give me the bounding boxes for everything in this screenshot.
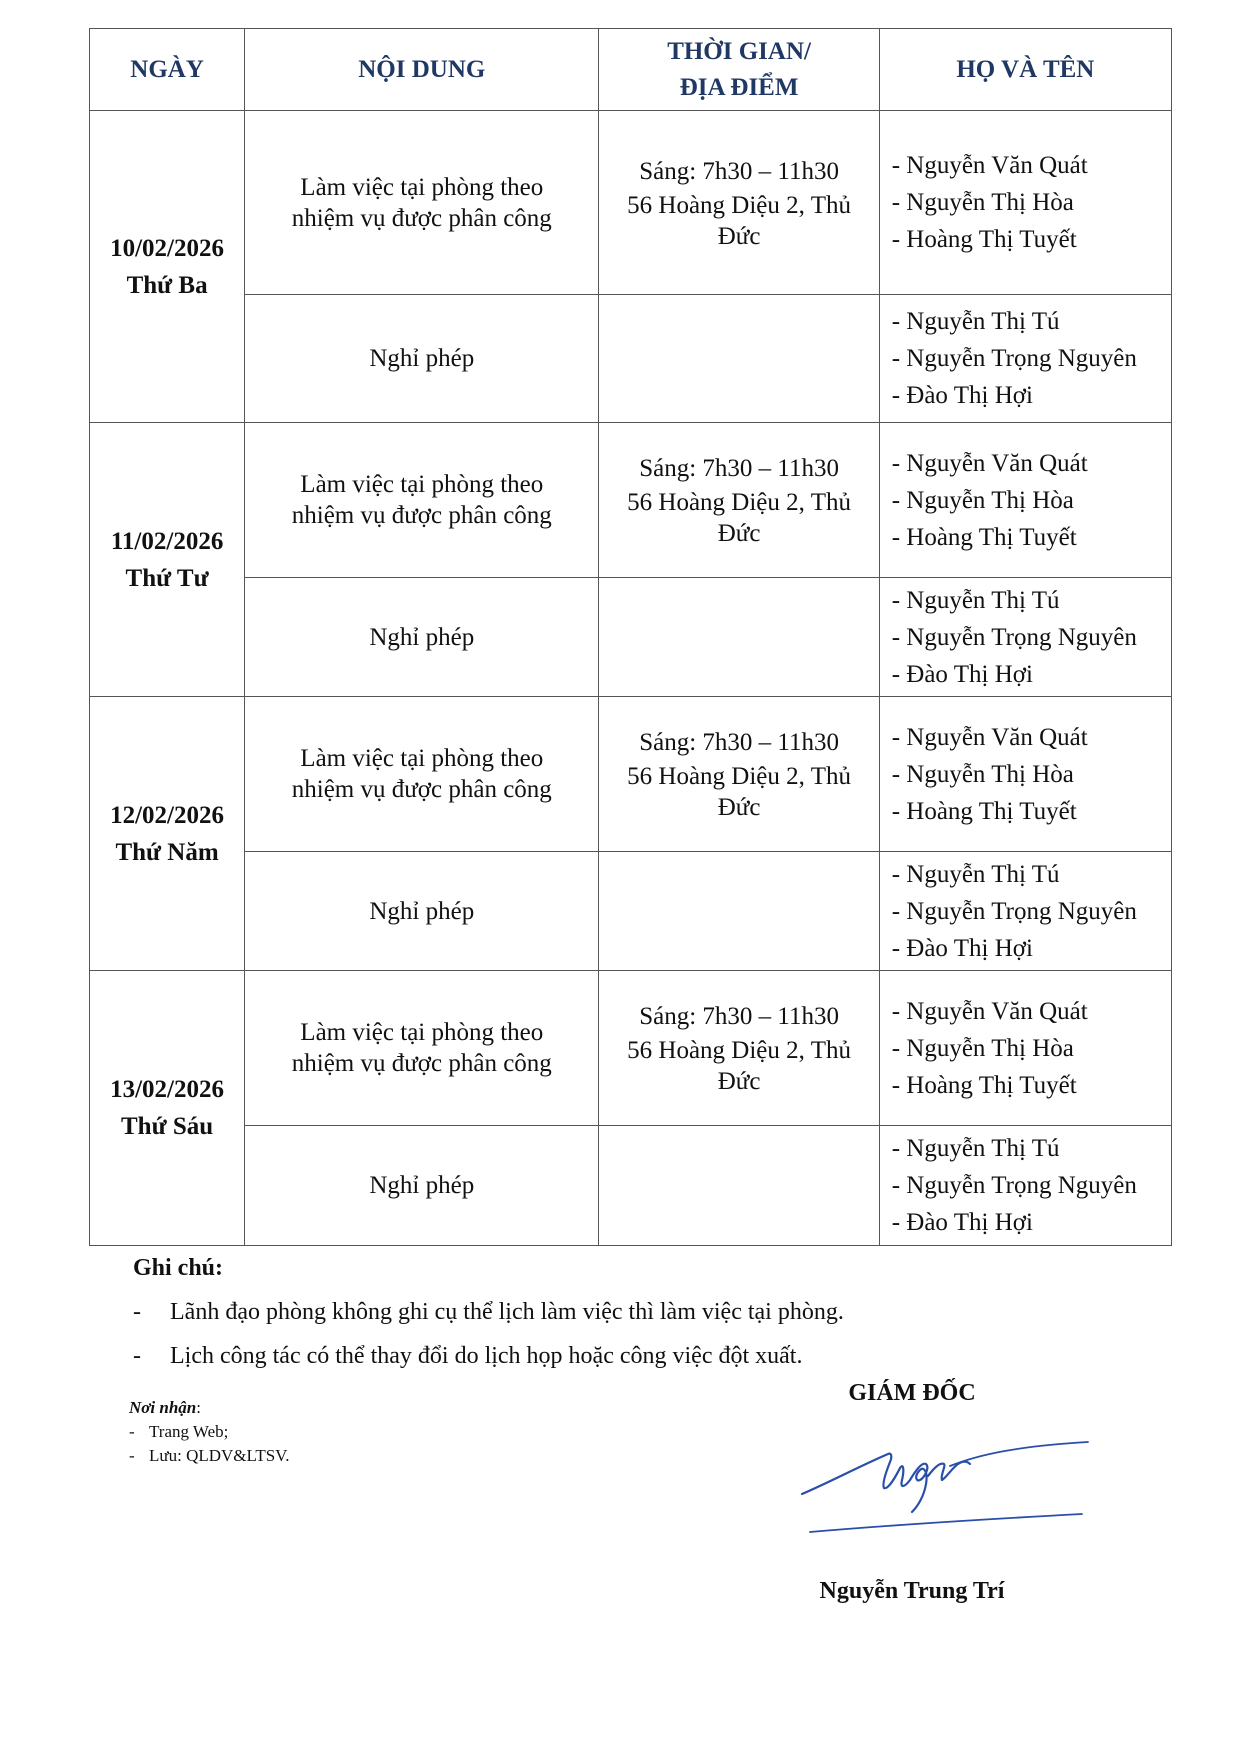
place-line: Đức [717, 222, 761, 250]
date-value: 13/02/2026 [110, 1076, 225, 1103]
notes-title: Ghi chú: [133, 1255, 224, 1281]
date-cell [90, 697, 245, 971]
content-cell [245, 1126, 599, 1246]
content-line: nhiệm vụ được phân công [291, 1050, 552, 1077]
names-cell [879, 852, 1171, 971]
recipients-colon: : [196, 1398, 201, 1417]
time-place-cell [599, 295, 879, 423]
content-cell [245, 971, 599, 1126]
content-line: Nghỉ phép [369, 1172, 475, 1199]
table-row [90, 852, 1172, 971]
time-value: Sáng: 7h30 – 11h30 [639, 1003, 839, 1030]
person-name: - Nguyễn Thị Tú [891, 586, 1060, 614]
note-item [133, 1340, 1133, 1384]
time-place-cell [599, 852, 879, 971]
content-line: Nghỉ phép [369, 345, 475, 372]
content-line: Làm việc tại phòng theo [300, 1019, 544, 1046]
time-place-cell [599, 111, 879, 295]
content-line: Làm việc tại phòng theo [300, 471, 544, 498]
person-name: - Đào Thị Hợi [891, 1209, 1033, 1236]
recipient-text: Lưu: QLDV&LTSV. [149, 1446, 290, 1465]
names-cell [879, 111, 1171, 295]
signature-stroke [950, 1442, 1088, 1466]
signature-image [800, 1432, 1090, 1544]
person-name: - Hoàng Thị Tuyết [891, 523, 1077, 551]
recipient-text: Trang Web; [149, 1422, 229, 1441]
table-row [90, 971, 1172, 1126]
weekday-value: Thứ Sáu [121, 1113, 214, 1140]
names-cell [879, 578, 1171, 697]
person-name: - Nguyễn Thị Hòa [891, 760, 1074, 788]
header-row [90, 29, 1172, 111]
time-value: Sáng: 7h30 – 11h30 [639, 729, 839, 756]
table-row [90, 1126, 1172, 1246]
time-place-cell [599, 1126, 879, 1246]
person-name: - Đào Thị Hợi [891, 934, 1033, 962]
content-cell [245, 423, 599, 578]
person-name: - Nguyễn Thị Hòa [891, 189, 1074, 216]
content-cell [245, 295, 599, 423]
person-name: - Nguyễn Trọng Nguyên [891, 345, 1137, 372]
date-value: 12/02/2026 [110, 801, 225, 829]
recipient-item [129, 1444, 290, 1468]
time-place-cell [599, 578, 879, 697]
table-row [90, 578, 1172, 697]
date-cell [90, 971, 245, 1246]
content-line: nhiệm vụ được phân công [291, 502, 552, 529]
person-name: - Nguyễn Văn Quát [891, 152, 1088, 179]
date-value: 11/02/2026 [110, 527, 224, 555]
content-cell [245, 578, 599, 697]
person-name: - Nguyễn Trọng Nguyên [891, 623, 1137, 651]
header-content: NỘI DUNG [245, 29, 599, 111]
header-date: NGÀY [90, 29, 245, 111]
place-line: 56 Hoàng Diệu 2, Thủ [627, 191, 851, 219]
person-name: - Đào Thị Hợi [891, 382, 1033, 409]
date-cell [90, 423, 245, 697]
names-cell [879, 295, 1171, 423]
person-name: - Nguyễn Văn Quát [891, 997, 1088, 1025]
person-name: - Nguyễn Trọng Nguyên [891, 897, 1137, 925]
content-cell [245, 111, 599, 295]
signature-stroke [810, 1514, 1082, 1532]
person-name: - Hoàng Thị Tuyết [891, 1071, 1077, 1099]
header-time-line1: THỜI GIAN/ [667, 37, 811, 65]
person-name: - Nguyễn Thị Tú [891, 1135, 1060, 1162]
content-line: nhiệm vụ được phân công [291, 776, 552, 803]
content-line: nhiệm vụ được phân công [291, 204, 552, 232]
weekday-value: Thứ Ba [126, 271, 208, 299]
note-dash: - [133, 1343, 141, 1369]
place-line: Đức [717, 1068, 761, 1095]
person-name: - Hoàng Thị Tuyết [891, 797, 1077, 825]
person-name: - Nguyễn Văn Quát [891, 723, 1088, 751]
signature-stroke [928, 1462, 970, 1480]
place-line: 56 Hoàng Diệu 2, Thủ [627, 489, 851, 516]
time-value: Sáng: 7h30 – 11h30 [639, 455, 839, 482]
content-cell [245, 852, 599, 971]
content-line: Nghỉ phép [369, 897, 475, 925]
recipient-dash: - [129, 1446, 135, 1465]
weekday-value: Thứ Tư [125, 564, 209, 592]
recipient-dash: - [129, 1422, 135, 1441]
notes-section [133, 1252, 1133, 1384]
time-place-cell [599, 971, 879, 1126]
person-name: - Nguyễn Thị Tú [891, 308, 1060, 335]
note-item [133, 1296, 1133, 1340]
note-dash: - [133, 1299, 141, 1325]
content-cell [245, 697, 599, 852]
place-line: 56 Hoàng Diệu 2, Thủ [627, 1037, 851, 1064]
person-name: - Nguyễn Trọng Nguyên [891, 1172, 1137, 1199]
person-name: - Nguyễn Thị Hòa [891, 486, 1074, 514]
content-line: Làm việc tại phòng theo [300, 745, 544, 772]
date-cell [90, 111, 245, 423]
names-cell [879, 697, 1171, 852]
content-line: Làm việc tại phòng theo [300, 173, 544, 201]
signer-title: GIÁM ĐỐC [848, 1380, 976, 1406]
table-row [90, 295, 1172, 423]
recipient-item [129, 1420, 290, 1444]
note-text: Lịch công tác có thể thay đổi do lịch họp hoặc công việc đột xuất. [170, 1343, 803, 1369]
names-cell [879, 1126, 1171, 1246]
content-line: Nghỉ phép [369, 623, 475, 651]
header-names: HỌ VÀ TÊN [879, 29, 1171, 111]
person-name: - Nguyễn Văn Quát [891, 449, 1088, 477]
time-place-cell [599, 697, 879, 852]
place-line: 56 Hoàng Diệu 2, Thủ [627, 763, 851, 790]
header-time-place [599, 29, 879, 111]
signature-stroke [802, 1454, 927, 1512]
table-row [90, 423, 1172, 578]
names-cell [879, 423, 1171, 578]
person-name: - Đào Thị Hợi [891, 660, 1033, 688]
names-cell [879, 971, 1171, 1126]
person-name: - Hoàng Thị Tuyết [891, 226, 1077, 253]
table-row [90, 697, 1172, 852]
recipients-label: Nơi nhận [129, 1398, 197, 1417]
schedule-table [89, 28, 1172, 1246]
table-row [90, 111, 1172, 295]
note-text: Lãnh đạo phòng không ghi cụ thể lịch làm việc thì làm việc tại phòng. [170, 1299, 844, 1325]
weekday-value: Thứ Năm [115, 838, 219, 866]
recipients-section [129, 1396, 290, 1468]
header-time-line2: ĐỊA ĐIỂM [679, 73, 799, 101]
time-place-cell [599, 423, 879, 578]
time-value: Sáng: 7h30 – 11h30 [639, 157, 839, 185]
person-name: - Nguyễn Thị Tú [891, 860, 1060, 888]
date-value: 10/02/2026 [110, 234, 225, 262]
place-line: Đức [717, 520, 761, 547]
person-name: - Nguyễn Thị Hòa [891, 1034, 1074, 1062]
place-line: Đức [717, 794, 761, 821]
signer-name: Nguyễn Trung Trí [819, 1578, 1005, 1604]
